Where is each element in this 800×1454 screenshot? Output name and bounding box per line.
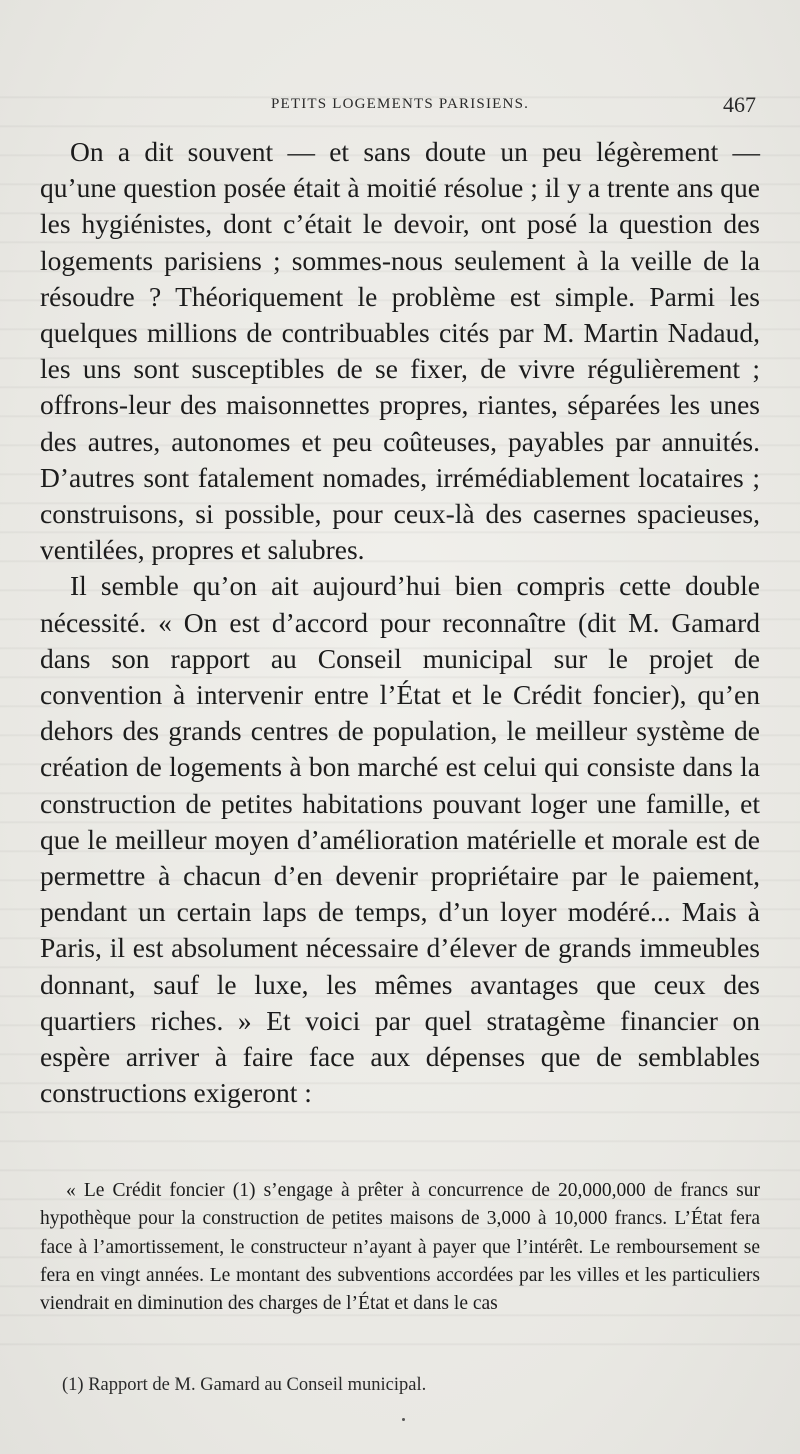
page-number: 467 bbox=[723, 92, 756, 117]
paragraph-2: Il semble qu’on ait aujourd’hui bien compris cette double nécessité. « On est d’accord pour reconnaître (dit M. Gamard dans son rapport au Conseil municipal sur le projet de convention à intervenir entre l’État et le Crédit foncier), qu’en dehors des grands centres de population, le meilleur système de création de logements à bon marché est celui qui consiste dans la construction de petites habitations pouvant loger une famille, et que le meilleur moyen d’amélioration matérielle et morale est de permettre à chacun d’en devenir propriétaire par le paiement, pendant un certain laps de temps, d’un loyer modéré... Mais à Paris, il est absolument nécessaire d’élever de grands immeubles donnant, sauf le luxe, les mêmes avantages que ceux des quartiers riches. » Et voici par quel stratagème financier on espère arriver à faire face aux dépenses que de semblables constructions exigeront : bbox=[40, 570, 760, 1109]
quote-paragraph: « Le Crédit foncier (1) s’engage à prêter à concurrence de 20,000,000 de francs sur hypothèque pour la construction de petites maisons de 3,000 à 10,000 francs. L’État fera face à l’amortissement, le constructeur n’ayant à payer que l’intérêt. Le remboursement se fera en vingt années. Le montant des subventions accordées par les villes et les particuliers viendrait en diminution des charges de l’État et dans le cas bbox=[40, 1180, 760, 1315]
main-text bbox=[40, 134, 760, 1111]
page-header bbox=[40, 92, 760, 122]
footnote: (1) Rapport de M. Gamard au Conseil municipal. bbox=[62, 1375, 427, 1395]
quoted-convention-text bbox=[40, 1177, 760, 1318]
paragraph-1: On a dit souvent — et sans doute un peu légèrement — qu’une question posée était à moitié résolue ; il y a trente ans que les hygiénistes, dont c’était le devoir, ont posé la question des logements parisiens ; sommes-nous seulement à la veille de la résoudre ? Théoriquement le problème est simple. Parmi les quelques millions de contribuables cités par M. Martin Nadaud, les uns sont susceptibles de se fixer, de vivre régulièrement ; offrons-leur des maisonnettes propres, riantes, séparées les unes des autres, autonomes et peu coûteuses, payables par annuités. D’autres sont fatalement nomades, irrémédiablement locataires ; construisons, si possible, pour ceux-là des casernes spacieuses, ventilées, propres et salubres. bbox=[40, 136, 760, 566]
running-title: PETITS LOGEMENTS PARISIENS. bbox=[270, 96, 530, 112]
printer-mark bbox=[402, 1418, 405, 1421]
